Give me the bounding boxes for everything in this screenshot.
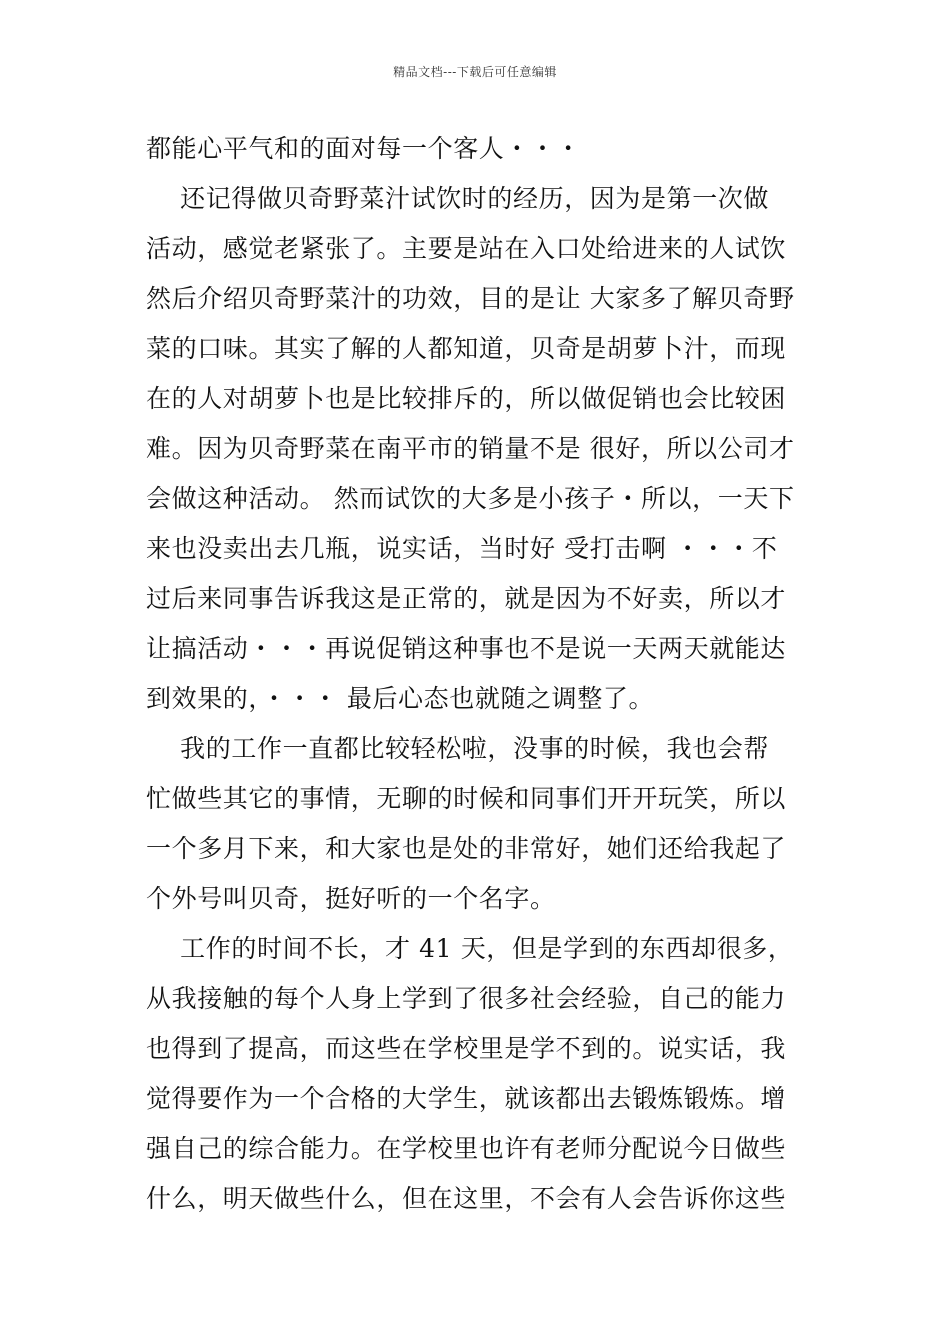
text-line: 会做这种活动。 然而试饮的大多是小孩子・所以，一天下 bbox=[146, 484, 795, 513]
text-line: 在的人对胡萝卜也是比较排斥的，所以做促销也会比较困 bbox=[146, 384, 787, 413]
text-line: 还记得做贝奇野菜汁试饮时的经历，因为是第一次做 bbox=[146, 184, 769, 213]
document-body bbox=[146, 124, 818, 1224]
text-line: 让搞活动・・・再说促销这种事也不是说一天两天就能达 bbox=[146, 634, 787, 663]
text-line: 个外号叫贝奇，挺好听的一个名字。 bbox=[146, 884, 556, 913]
text-line: 从我接触的每个人身上学到了很多社会经验，自己的能力 bbox=[146, 984, 787, 1013]
page-header: 精品文档---下载后可任意编辑 bbox=[393, 65, 557, 79]
text-line: 我的工作一直都比较轻松啦，没事的时候，我也会帮 bbox=[146, 734, 769, 763]
text-line: 强自己的综合能力。在学校里也许有老师分配说今日做些 bbox=[146, 1134, 787, 1163]
text-line: 一个多月下来，和大家也是处的非常好，她们还给我起了 bbox=[146, 834, 787, 863]
text-line: 什么，明天做些什么，但在这里，不会有人会告诉你这些 bbox=[146, 1184, 787, 1213]
text-line: 然后介绍贝奇野菜汁的功效，目的是让 大家多了解贝奇野 bbox=[146, 284, 795, 313]
text-line: 菜的口味。其实了解的人都知道，贝奇是胡萝卜汁，而现 bbox=[146, 334, 787, 363]
text-line: 都能心平气和的面对每一个客人・・・ bbox=[146, 134, 582, 163]
text-line: 工作的时间不长，才 41 天，但是学到的东西却很多， bbox=[146, 934, 794, 963]
text-line: 难。因为贝奇野菜在南平市的销量不是 很好，所以公司才 bbox=[146, 434, 795, 463]
text-line: 忙做些其它的事情，无聊的时候和同事们开开玩笑，所以 bbox=[146, 784, 787, 813]
text-line: 到效果的，・・・ 最后心态也就随之调整了。 bbox=[146, 684, 655, 713]
text-line: 活动，感觉老紧张了。主要是站在入口处给进来的人试饮 bbox=[146, 234, 787, 263]
text-line: 也得到了提高，而这些在学校里是学不到的。说实话，我 bbox=[146, 1034, 787, 1063]
text-line: 来也没卖出去几瓶，说实话，当时好 受打击啊 ・・・不 bbox=[146, 534, 778, 563]
text-line: 觉得要作为一个合格的大学生，就该都出去锻炼锻炼。增 bbox=[146, 1084, 787, 1113]
text-line: 过后来同事告诉我这是正常的，就是因为不好卖，所以才 bbox=[146, 584, 787, 613]
